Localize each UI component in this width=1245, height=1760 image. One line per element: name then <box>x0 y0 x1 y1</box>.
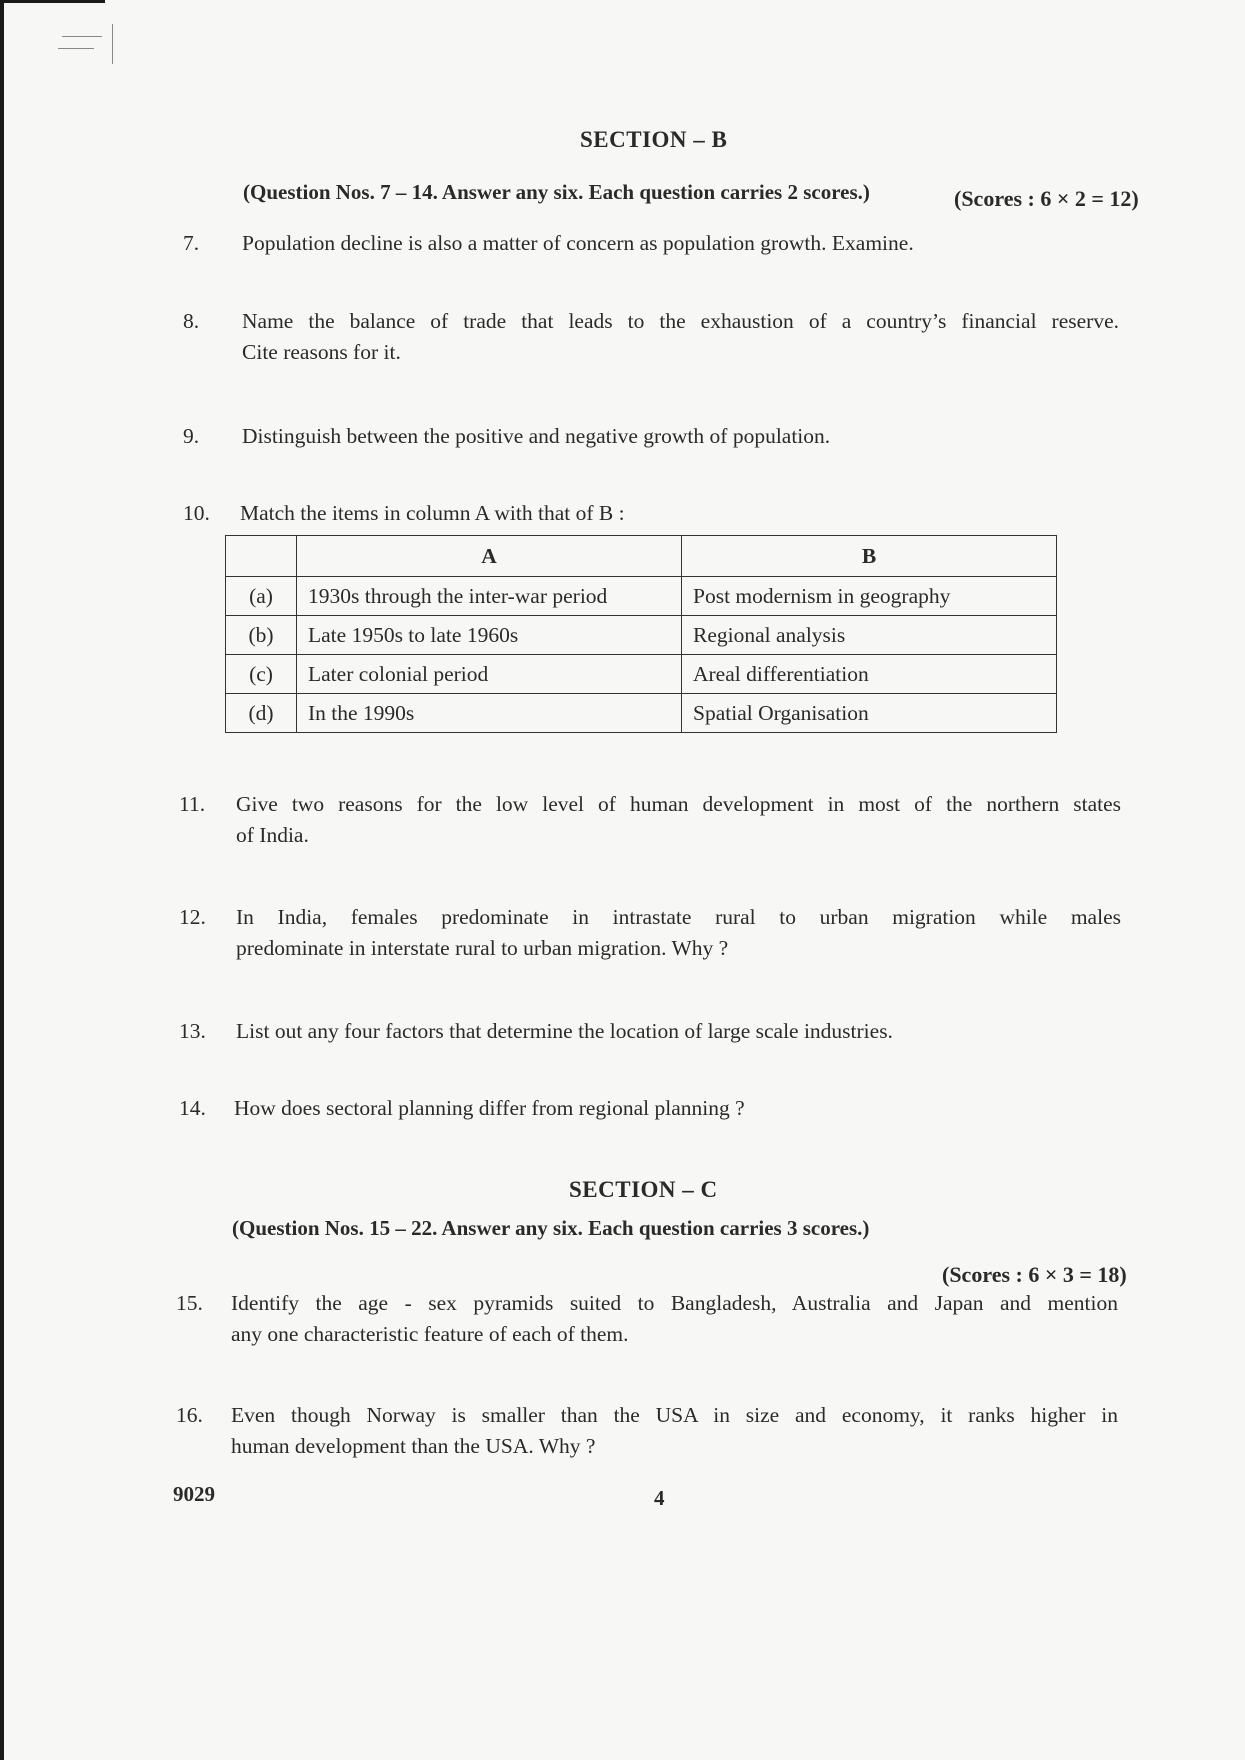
column-a-cell: Later colonial period <box>297 655 682 694</box>
scan-mark <box>112 24 113 64</box>
column-a-cell: 1930s through the inter-war period <box>297 577 682 616</box>
page-number: 4 <box>654 1486 665 1510</box>
question-8 <box>183 306 1123 370</box>
table-header-b: B <box>682 536 1057 577</box>
question-number: 10. <box>183 501 210 525</box>
column-a-cell: Late 1950s to late 1960s <box>297 616 682 655</box>
question-text <box>231 1288 1118 1350</box>
column-b-cell: Areal differentiation <box>682 655 1057 694</box>
table-row <box>226 616 1057 655</box>
question-number: 14. <box>179 1096 206 1120</box>
question-text <box>242 306 1119 368</box>
question-text <box>236 789 1121 851</box>
question-12 <box>179 902 1124 966</box>
question-text-line: any one characteristic feature of each of them. <box>231 1322 629 1346</box>
table-row <box>226 694 1057 733</box>
question-text-line: human development than the USA. Why ? <box>231 1434 596 1458</box>
question-number: 9. <box>183 424 200 448</box>
question-number: 15. <box>176 1291 203 1315</box>
question-text: Match the items in column A with that of B : <box>240 501 625 525</box>
question-text-line: Identify the age - sex pyramids suited to Bangladesh, Australia and Japan and mention <box>231 1291 1118 1315</box>
question-16 <box>176 1400 1126 1464</box>
section-b-scores: (Scores : 6 × 2 = 12) <box>954 186 1139 211</box>
section-c-scores: (Scores : 6 × 3 = 18) <box>942 1262 1127 1287</box>
table-header-a: A <box>297 536 682 577</box>
question-10 <box>183 498 1063 530</box>
table-row <box>226 577 1057 616</box>
question-7 <box>183 228 1063 260</box>
column-b-cell: Regional analysis <box>682 616 1057 655</box>
section-b-title: SECTION – B <box>580 127 728 152</box>
match-table <box>225 535 1057 733</box>
question-number: 7. <box>183 231 200 255</box>
scan-edge-top <box>0 0 105 3</box>
question-text: How does sectoral planning differ from regional planning ? <box>234 1096 745 1120</box>
row-label: (d) <box>226 694 297 733</box>
question-number: 16. <box>176 1403 203 1427</box>
scan-mark <box>58 48 94 49</box>
question-text <box>236 902 1121 964</box>
section-c-instructions: (Question Nos. 15 – 22. Answer any six. Each question carries 3 scores.) <box>232 1216 870 1240</box>
question-text: Population decline is also a matter of concern as population growth. Examine. <box>242 231 914 255</box>
question-number: 8. <box>183 309 200 333</box>
table-header-empty <box>226 536 297 577</box>
question-15 <box>176 1288 1126 1352</box>
question-9 <box>183 421 1063 453</box>
question-text <box>231 1400 1118 1462</box>
question-text: List out any four factors that determine the location of large scale industries. <box>236 1019 893 1043</box>
column-b-cell: Spatial Organisation <box>682 694 1057 733</box>
question-text-line: In India, females predominate in intrastate rural to urban migration while males <box>236 905 1121 929</box>
table-header-row <box>226 536 1057 577</box>
section-c-title: SECTION – C <box>569 1177 718 1202</box>
row-label: (b) <box>226 616 297 655</box>
scan-edge-left <box>0 0 4 1760</box>
question-number: 11. <box>179 792 206 816</box>
question-text-line: Give two reasons for the low level of human development in most of the northern states <box>236 792 1121 816</box>
question-11 <box>179 789 1124 853</box>
scan-mark <box>62 36 102 37</box>
column-b-cell: Post modernism in geography <box>682 577 1057 616</box>
question-text-line: of India. <box>236 823 309 847</box>
question-text-line: predominate in interstate rural to urban migration. Why ? <box>236 936 729 960</box>
question-text: Distinguish between the positive and negative growth of population. <box>242 424 831 448</box>
question-text-line: Name the balance of trade that leads to the exhaustion of a country’s financial reserve. <box>242 309 1119 333</box>
question-number: 13. <box>179 1019 206 1043</box>
table-row <box>226 655 1057 694</box>
question-text-line: Even though Norway is smaller than the USA in size and economy, it ranks higher in <box>231 1403 1118 1427</box>
question-14 <box>179 1093 1124 1125</box>
row-label: (a) <box>226 577 297 616</box>
section-b-instructions: (Question Nos. 7 – 14. Answer any six. Each question carries 2 scores.) <box>243 180 870 204</box>
question-number: 12. <box>179 905 206 929</box>
row-label: (c) <box>226 655 297 694</box>
paper-code: 9029 <box>173 1482 215 1506</box>
column-a-cell: In the 1990s <box>297 694 682 733</box>
question-text-line: Cite reasons for it. <box>242 340 401 364</box>
question-13 <box>179 1016 1124 1048</box>
